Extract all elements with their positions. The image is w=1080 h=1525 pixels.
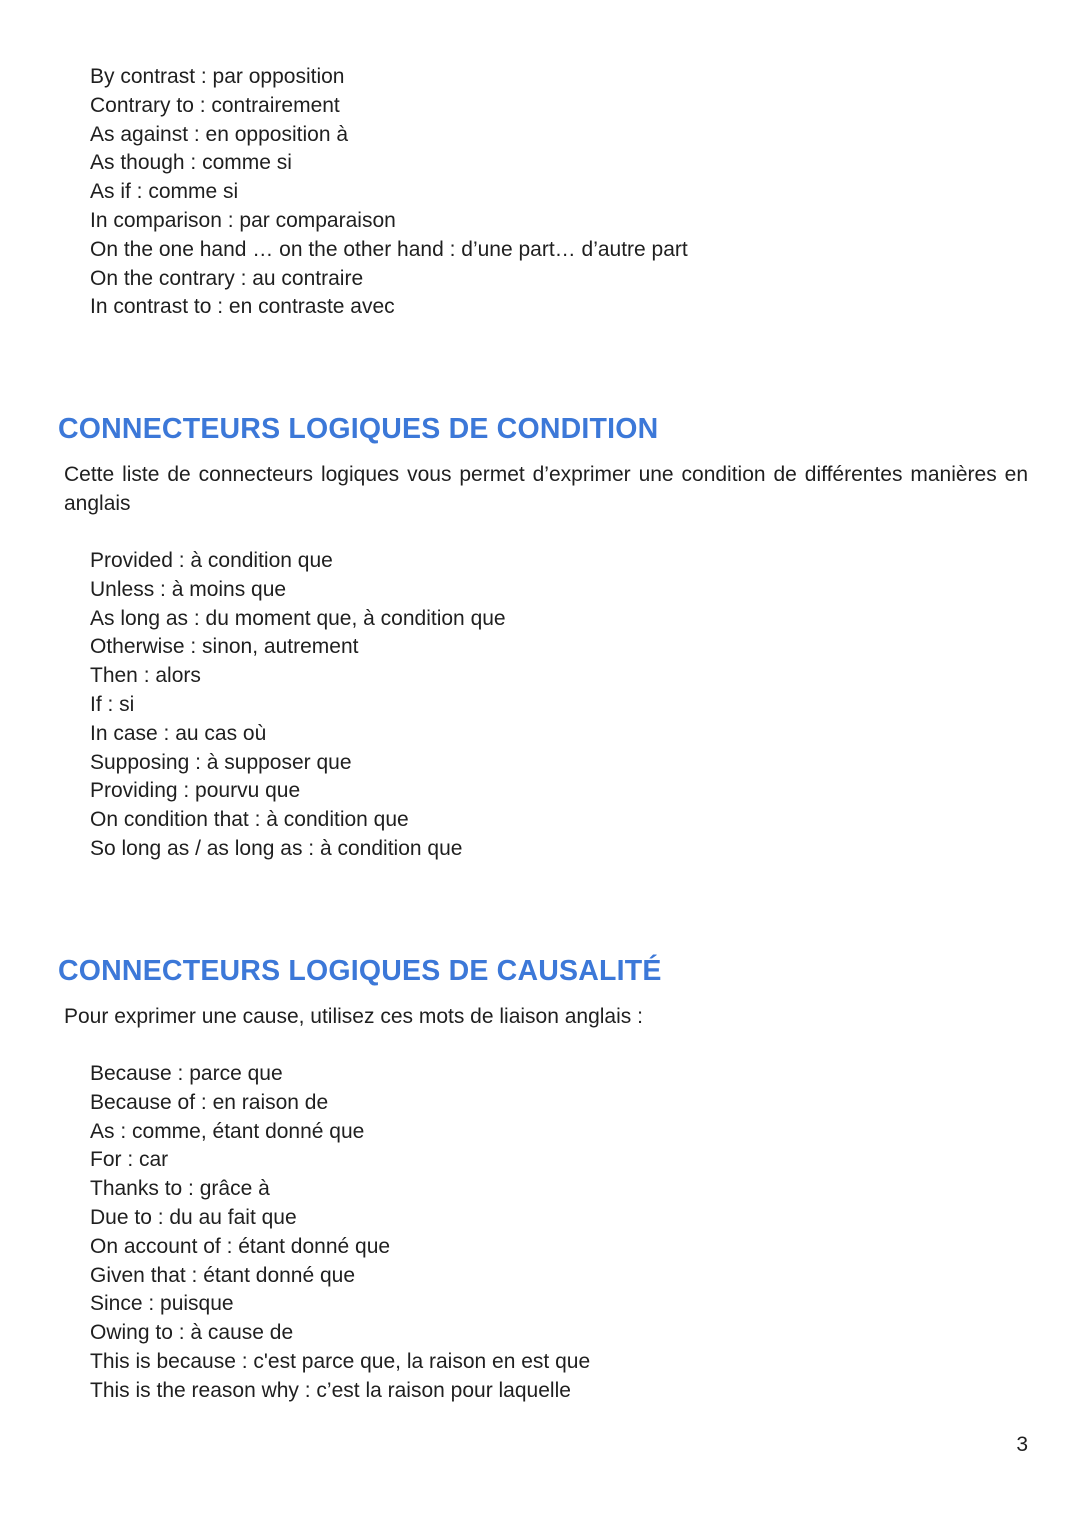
list-item: Because : parce que [90, 1062, 283, 1085]
list-item: In case : au cas où [90, 721, 267, 745]
list-item: Then : alors [90, 664, 201, 688]
list-item: Supposing : à supposer que [90, 750, 352, 774]
list-item: Otherwise : sinon, autrement [90, 635, 359, 659]
condition-intro-paragraph: Cette liste de connecteurs logiques vous permet d’exprimer une condition de différentes manières en anglais [64, 463, 1028, 515]
list-item: As though : comme si [90, 151, 292, 175]
list-item: Due to : du au fait que [90, 1205, 297, 1229]
list-item: As if : comme si [90, 180, 239, 204]
list-item: On the one hand … on the other hand : d’une part… d’autre part [90, 237, 688, 261]
list-item: As long as : du moment que, à condition que [90, 606, 506, 630]
list-item: This is because : c'est parce que, la raison en est que [90, 1349, 591, 1373]
list-item: Given that : étant donné que [90, 1263, 356, 1287]
list-item: On the contrary : au contraire [90, 266, 364, 290]
list-item: This is the reason why : c’est la raison pour laquelle [90, 1378, 571, 1402]
causality-intro-paragraph: Pour exprimer une cause, utilisez ces mots de liaison anglais : [64, 1005, 643, 1028]
page-number: 3 [1016, 1433, 1028, 1456]
list-item: Providing : pourvu que [90, 779, 301, 803]
list-item: For : car [90, 1148, 169, 1172]
list-item: In contrast to : en contraste avec [90, 295, 395, 319]
list-item: In comparison : par comparaison [90, 208, 396, 232]
list-item: Since : puisque [90, 1292, 234, 1316]
condition-connectors-list [90, 547, 506, 864]
contrast-connectors-list [90, 63, 688, 322]
causality-section-heading: CONNECTEURS LOGIQUES DE CAUSALITÉ [58, 955, 662, 987]
list-item: If : si [90, 692, 135, 716]
list-item: On account of : étant donné que [90, 1234, 391, 1258]
list-item: Owing to : à cause de [90, 1321, 294, 1345]
list-item: By contrast : par opposition [90, 65, 345, 88]
list-item: Provided : à condition que [90, 549, 333, 572]
condition-section-heading: CONNECTEURS LOGIQUES DE CONDITION [58, 413, 659, 445]
list-item: So long as / as long as : à condition que [90, 836, 463, 860]
list-item: On condition that : à condition que [90, 808, 409, 832]
list-item: Thanks to : grâce à [90, 1177, 270, 1201]
list-item: Because of : en raison de [90, 1090, 329, 1114]
list-item: Contrary to : contrairement [90, 93, 340, 117]
causality-connectors-list [90, 1060, 590, 1406]
list-item: As against : en opposition à [90, 122, 349, 146]
list-item: As : comme, étant donné que [90, 1119, 365, 1143]
list-item: Unless : à moins que [90, 577, 287, 601]
